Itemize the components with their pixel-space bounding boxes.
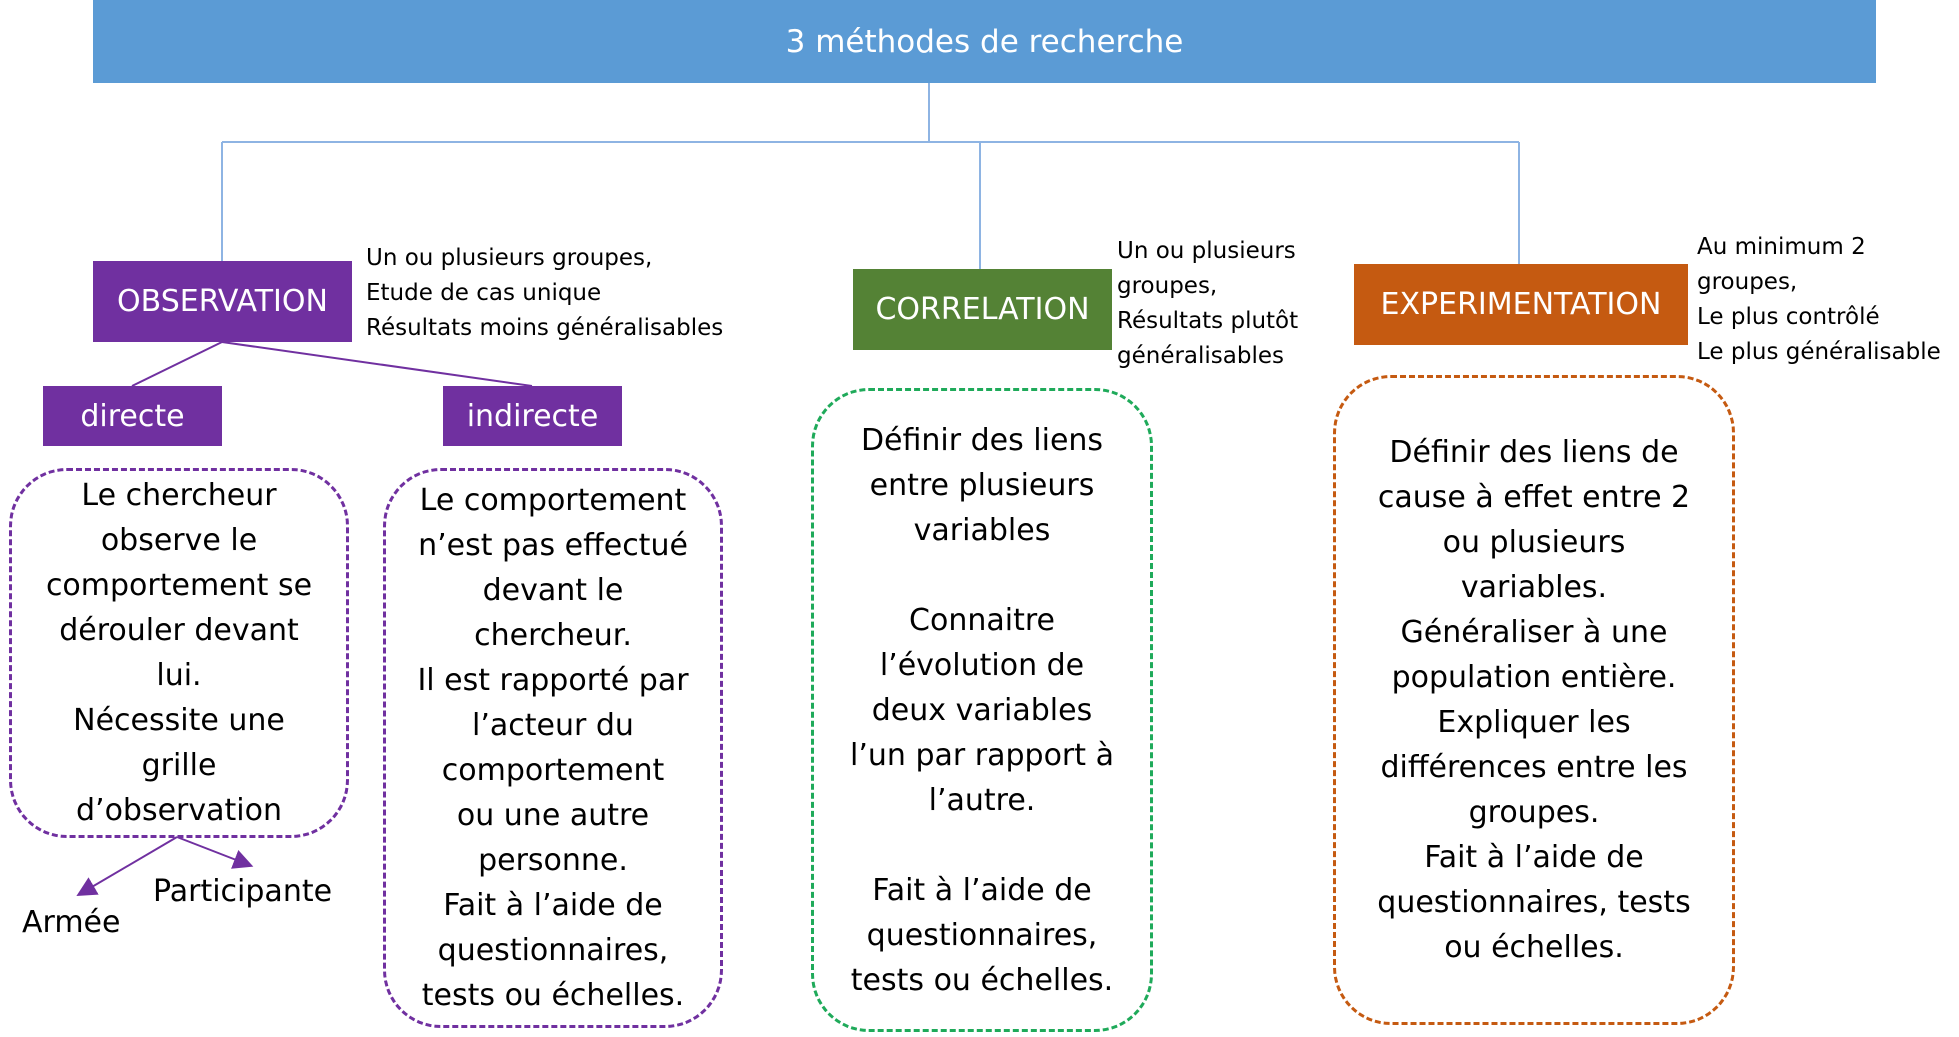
- directe-line: comportement se: [45, 568, 313, 603]
- experimentation-description: [1333, 375, 1735, 1025]
- correlation-line: deux variables: [871, 692, 1093, 728]
- type-armee: Armée: [22, 905, 121, 940]
- indirecte-line: chercheur.: [474, 618, 632, 653]
- correlation-line: l’un par rapport à: [850, 737, 1114, 773]
- experimentation-line: Généraliser à une: [1400, 615, 1668, 650]
- indirecte-line: Fait à l’aide de: [443, 888, 663, 923]
- observation-box: OBSERVATION: [93, 261, 352, 342]
- observation-note-line: Etude de cas unique: [366, 280, 602, 306]
- experimentation-line: Définir des liens de: [1389, 435, 1679, 470]
- observation-split-lines: [132, 342, 532, 386]
- correlation-description: [811, 388, 1153, 1032]
- correlation-note-line: généralisables: [1117, 343, 1285, 369]
- correlation-line: Connaitre: [909, 602, 1055, 638]
- observation-notes: [366, 241, 723, 346]
- indirecte-line: Il est rapporté par: [417, 663, 689, 698]
- experimentation-line: groupes.: [1468, 795, 1600, 830]
- experimentation-note-line: Le plus contrôlé: [1697, 304, 1880, 330]
- correlation-notes: [1117, 234, 1298, 374]
- directe-line: Le chercheur: [81, 478, 277, 513]
- indirecte-description: [383, 468, 723, 1028]
- correlation-note-line: Résultats plutôt: [1117, 308, 1299, 334]
- indirecte-line: ou une autre: [456, 798, 650, 833]
- correlation-line: l’évolution de: [879, 647, 1085, 683]
- correlation-line: l’autre.: [928, 782, 1036, 818]
- to-directe-line: [132, 342, 222, 386]
- to-indirecte-line: [222, 342, 532, 386]
- indirecte-line: devant le: [482, 573, 624, 608]
- directe-line: lui.: [156, 658, 202, 693]
- indirecte-line: n’est pas effectué: [418, 528, 688, 563]
- experimentation-line: ou échelles.: [1444, 930, 1624, 965]
- correlation-line: variables: [913, 512, 1051, 548]
- observation-note-line: Résultats moins généralisables: [366, 315, 724, 341]
- correlation-line: Fait à l’aide de: [872, 872, 1092, 908]
- directe-line: grille: [141, 748, 217, 783]
- indirecte-line: l’acteur du: [472, 708, 634, 743]
- indirecte-line: questionnaires,: [437, 933, 669, 968]
- experimentation-line: questionnaires, tests: [1377, 885, 1691, 920]
- experimentation-note-line: groupes,: [1697, 269, 1798, 295]
- experimentation-notes: [1697, 230, 1941, 370]
- experimentation-box: EXPERIMENTATION: [1354, 264, 1688, 345]
- indirecte-line: personne.: [478, 843, 628, 878]
- experimentation-line: Expliquer les: [1437, 705, 1631, 740]
- experimentation-line: Fait à l’aide de: [1424, 840, 1644, 875]
- directe-line: Nécessite une: [73, 703, 285, 738]
- experimentation-line: ou plusieurs: [1442, 525, 1626, 560]
- correlation-note-line: groupes,: [1117, 273, 1218, 299]
- observation-note-line: Un ou plusieurs groupes,: [366, 245, 653, 271]
- directe-box: directe: [43, 386, 222, 446]
- experimentation-line: population entière.: [1391, 660, 1677, 695]
- correlation-line: entre plusieurs: [869, 467, 1095, 503]
- type-participante: Participante: [153, 874, 333, 909]
- experimentation-line: cause à effet entre 2: [1377, 480, 1691, 515]
- directe-line: observe le: [100, 523, 258, 558]
- indirecte-line: comportement: [441, 753, 665, 788]
- correlation-box: CORRELATION: [853, 269, 1112, 350]
- correlation-line: questionnaires,: [866, 917, 1098, 953]
- directe-line: d’observation: [75, 793, 282, 828]
- indirecte-box: indirecte: [443, 386, 622, 446]
- arrow-to-participante: [177, 837, 244, 863]
- indirecte-line: Le comportement: [419, 483, 687, 518]
- directe-line: dérouler devant: [59, 613, 299, 648]
- experimentation-line: variables.: [1460, 570, 1608, 605]
- correlation-line: tests ou échelles.: [850, 962, 1114, 998]
- page-title: 3 méthodes de recherche: [93, 0, 1876, 83]
- experimentation-note-line: Au minimum 2: [1697, 234, 1866, 260]
- correlation-note-line: Un ou plusieurs: [1117, 238, 1296, 264]
- directe-description: [9, 468, 349, 838]
- experimentation-note-line: Le plus généralisable: [1697, 339, 1941, 365]
- experimentation-line: différences entre les: [1380, 750, 1688, 785]
- correlation-line: Définir des liens: [860, 422, 1104, 458]
- indirecte-line: tests ou échelles.: [421, 978, 685, 1013]
